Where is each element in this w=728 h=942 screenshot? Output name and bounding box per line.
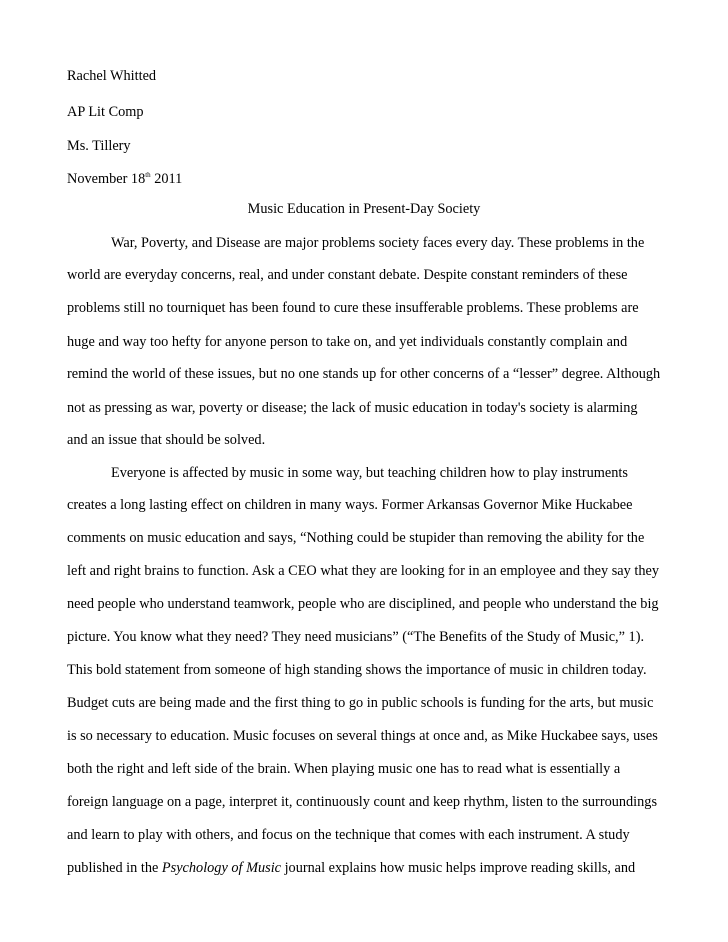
paragraph-line: picture. You know what they need? They need musicians” (“The Benefits of the Study of Music,” 1). (67, 629, 645, 645)
paragraph-line: and an issue that should be solved. (67, 432, 266, 448)
paragraph-line: problems still no tourniquet has been found to cure these insufferable problems. These problems are (67, 300, 639, 316)
paragraph-line: Budget cuts are being made and the first thing to go in public schools is funding for the arts, but music (67, 695, 654, 711)
paragraph-line: world are everyday concerns, real, and under constant debate. Despite constant reminders of these (67, 267, 628, 283)
date-prefix: November 18 (67, 171, 146, 187)
date-suffix: 2011 (150, 171, 183, 187)
date-line (67, 171, 182, 187)
paragraph-line: not as pressing as war, poverty or disease; the lack of music education in today's society is alarming (67, 400, 638, 416)
citation-before: published in the (67, 860, 162, 876)
paragraph-line: both the right and left side of the brain. When playing music one has to read what is essentially a (67, 761, 621, 777)
paragraph-line: huge and way too hefty for anyone person to take on, and yet individuals constantly complain and (67, 334, 628, 350)
essay-title: Music Education in Present-Day Society (247, 201, 481, 217)
journal-title: Psychology of Music (161, 860, 282, 876)
author-name: Rachel Whitted (67, 68, 157, 84)
paragraph-line: need people who understand teamwork, people who are disciplined, and people who understand the big (67, 596, 659, 612)
paragraph-line: This bold statement from someone of high standing shows the importance of music in children today. (67, 662, 647, 678)
paragraph-line: remind the world of these issues, but no one stands up for other concerns of a “lesser” degree. Although (67, 366, 661, 382)
paragraph-line: War, Poverty, and Disease are major problems society faces every day. These problems in the (111, 235, 645, 251)
paragraph-line: is so necessary to education. Music focuses on several things at once and, as Mike Huckabee says, uses (67, 728, 658, 744)
paragraph-line: left and right brains to function. Ask a CEO what they are looking for in an employee and they say they (67, 563, 659, 579)
citation-after: journal explains how music helps improve reading skills, and (281, 860, 636, 876)
teacher-name: Ms. Tillery (67, 138, 131, 154)
date-superscript: th (145, 171, 151, 179)
paragraph-line: and learn to play with others, and focus on the technique that comes with each instrument. A study (67, 827, 630, 843)
paragraph-line: foreign language on a page, interpret it, continuously count and keep rhythm, listen to the surroundings (67, 794, 658, 810)
paragraph-line: creates a long lasting effect on children in many ways. Former Arkansas Governor Mike Huckabee (67, 497, 633, 513)
paragraph-line: comments on music education and says, “Nothing could be stupider than removing the ability for the (67, 530, 645, 546)
paragraph-line-citation (67, 860, 635, 876)
paragraph-line: Everyone is affected by music in some way, but teaching children how to play instruments (111, 465, 628, 481)
course-name: AP Lit Comp (67, 104, 144, 120)
